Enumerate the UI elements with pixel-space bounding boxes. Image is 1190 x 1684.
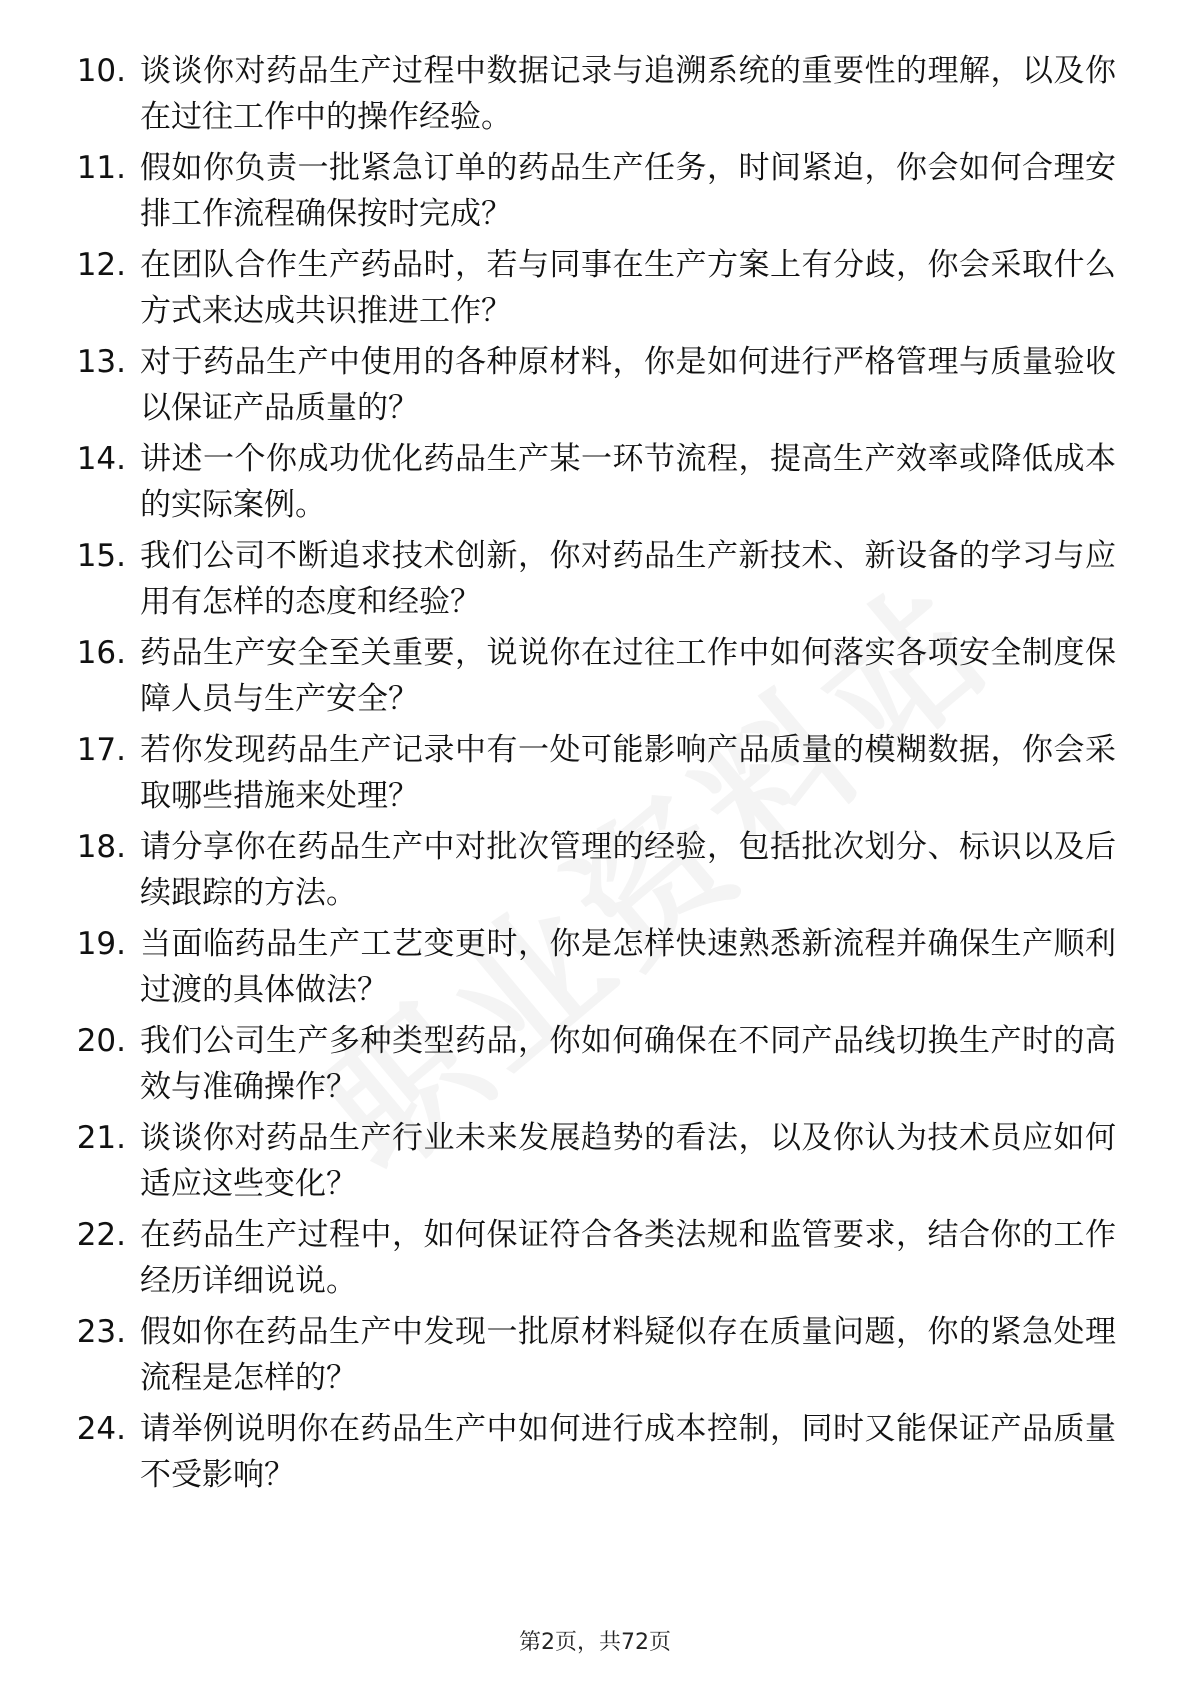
- question-item: [56, 533, 1116, 630]
- question-text: 药品生产安全至关重要，说说你在过往工作中如何落实各项安全制度保障人员与生产安全？: [140, 635, 1116, 717]
- question-text: 我们公司不断追求技术创新，你对药品生产新技术、新设备的学习与应用有怎样的态度和经验？: [140, 538, 1116, 620]
- page-number-footer: 第2页，共72页: [519, 1630, 671, 1655]
- question-list: [56, 48, 1116, 1503]
- question-number: 17.: [76, 732, 126, 768]
- question-text: 讲述一个你成功优化药品生产某一环节流程，提高生产效率或降低成本的实际案例。: [140, 441, 1116, 523]
- question-item: [56, 242, 1116, 339]
- question-item: [56, 48, 1116, 145]
- question-text: 假如你在药品生产中发现一批原材料疑似存在质量问题，你的紧急处理流程是怎样的？: [140, 1314, 1116, 1396]
- question-item: [56, 824, 1116, 921]
- question-text: 谈谈你对药品生产行业未来发展趋势的看法，以及你认为技术员应如何适应这些变化？: [140, 1120, 1116, 1202]
- question-text: 对于药品生产中使用的各种原材料，你是如何进行严格管理与质量验收以保证产品质量的？: [140, 344, 1116, 426]
- question-number: 19.: [76, 926, 126, 962]
- question-number: 24.: [76, 1411, 126, 1447]
- question-number: 11.: [76, 150, 126, 186]
- question-number: 22.: [76, 1217, 126, 1253]
- question-text: 我们公司生产多种类型药品，你如何确保在不同产品线切换生产时的高效与准确操作？: [140, 1023, 1116, 1105]
- question-item: [56, 1115, 1116, 1212]
- question-text: 请分享你在药品生产中对批次管理的经验，包括批次划分、标识以及后续跟踪的方法。: [140, 829, 1116, 911]
- question-text: 若你发现药品生产记录中有一处可能影响产品质量的模糊数据，你会采取哪些措施来处理？: [140, 732, 1116, 814]
- question-number: 21.: [76, 1120, 126, 1156]
- question-number: 12.: [76, 247, 126, 283]
- question-text: 在药品生产过程中，如何保证符合各类法规和监管要求，结合你的工作经历详细说说。: [140, 1217, 1116, 1299]
- question-item: [56, 339, 1116, 436]
- question-number: 13.: [76, 344, 126, 380]
- question-item: [56, 145, 1116, 242]
- question-item: [56, 1309, 1116, 1406]
- question-item: [56, 1406, 1116, 1503]
- question-item: [56, 630, 1116, 727]
- question-text: 谈谈你对药品生产过程中数据记录与追溯系统的重要性的理解，以及你在过往工作中的操作经验。: [140, 53, 1116, 135]
- question-text: 在团队合作生产药品时，若与同事在生产方案上有分歧，你会采取什么方式来达成共识推进工作？: [140, 247, 1116, 329]
- question-item: [56, 727, 1116, 824]
- question-text: 当面临药品生产工艺变更时，你是怎样快速熟悉新流程并确保生产顺利过渡的具体做法？: [140, 926, 1116, 1008]
- question-number: 18.: [76, 829, 126, 865]
- question-item: [56, 921, 1116, 1018]
- question-number: 16.: [76, 635, 126, 671]
- question-number: 10.: [76, 53, 126, 89]
- question-text: 假如你负责一批紧急订单的药品生产任务，时间紧迫，你会如何合理安排工作流程确保按时完成？: [140, 150, 1116, 232]
- question-number: 20.: [76, 1023, 126, 1059]
- question-text: 请举例说明你在药品生产中如何进行成本控制，同时又能保证产品质量不受影响？: [140, 1411, 1116, 1493]
- question-number: 15.: [76, 538, 126, 574]
- question-number: 23.: [76, 1314, 126, 1350]
- question-item: [56, 1018, 1116, 1115]
- question-item: [56, 1212, 1116, 1309]
- question-number: 14.: [76, 441, 126, 477]
- question-item: [56, 436, 1116, 533]
